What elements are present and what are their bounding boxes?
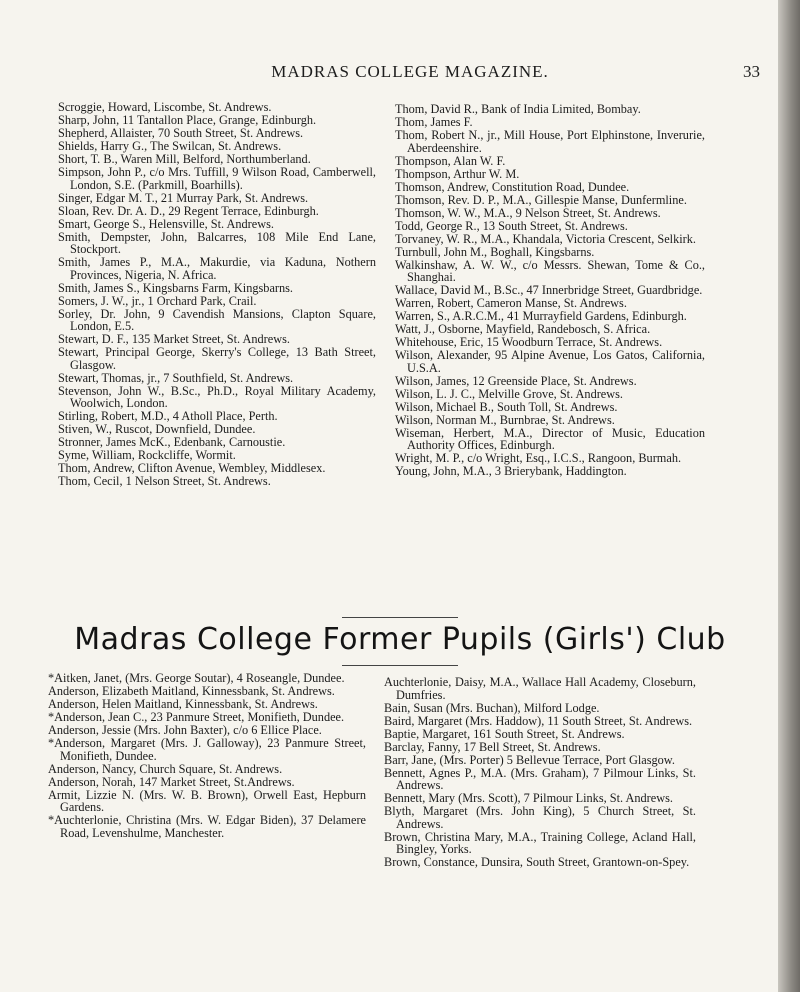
directory-entry: Thomson, Andrew, Constitution Road, Dundee.: [395, 179, 630, 194]
section-title: Madras College Former Pupils (Girls') Club: [74, 622, 726, 657]
directory-entry: Wilson, James, 12 Greenside Place, St. Andrews.: [395, 373, 637, 388]
magazine-title: MADRAS COLLEGE MAGAZINE.: [271, 62, 549, 81]
directory-entry: Stiven, W., Ruscot, Downfield, Dundee.: [58, 422, 256, 436]
directory-entry: Turnbull, John M., Boghall, Kingsbarns.: [395, 244, 595, 259]
column-upper-left: [58, 101, 376, 488]
directory-entry: Wilson, L. J. C., Melville Grove, St. Andrews.: [395, 386, 624, 401]
directory-entry: Wilson, Alexander, 95 Alpine Avenue, Los Gatos, California, U.S.A.: [395, 348, 705, 375]
directory-entry: Shepherd, Allaister, 70 South Street, St. Andrews.: [58, 126, 304, 140]
directory-entry: Simpson, John P., c/o Mrs. Tuffill, 9 Wilson Road, Camberwell, London, S.E. (Parkmill, Boarhills).: [58, 165, 376, 192]
directory-entry: Brown, Constance, Dunsira, South Street, Grantown-on-Spey.: [384, 855, 690, 869]
directory-entry: *Anderson, Jean C., 23 Panmure Street, Monifieth, Dundee.: [48, 710, 345, 724]
directory-entry: Stevenson, John W., B.Sc., Ph.D., Royal Military Academy, Woolwich, London.: [58, 383, 376, 410]
directory-entry: Syme, William, Rockcliffe, Wormit.: [58, 448, 236, 462]
directory-entry: *Anderson, Margaret (Mrs. J. Galloway), 23 Panmure Street, Monifieth, Dundee.: [48, 736, 366, 763]
directory-entry: Scroggie, Howard, Liscombe, St. Andrews.: [58, 100, 272, 114]
directory-entry: Whitehouse, Eric, 15 Woodburn Terrace, St. Andrews.: [395, 335, 663, 349]
directory-entry: Smith, James S., Kingsbarns Farm, Kingsbarns.: [58, 280, 294, 295]
directory-entry: Thompson, Alan W. F.: [395, 153, 506, 168]
directory-entry: Thomson, Rev. D. P., M.A., Gillespie Manse, Dunfermline.: [395, 192, 687, 207]
directory-entry: Stewart, D. F., 135 Market Street, St. Andrews.: [58, 332, 290, 346]
directory-entry: *Auchterlonie, Christina (Mrs. W. Edgar Biden), 37 Delamere Road, Levenshulme, Manchester.: [48, 813, 366, 840]
directory-entry: Anderson, Elizabeth Maitland, Kinnessbank, St. Andrews.: [48, 684, 335, 698]
directory-entry: Baptie, Margaret, 161 South Street, St. Andrews.: [384, 726, 625, 741]
directory-entry: Anderson, Norah, 147 Market Street, St.Andrews.: [48, 774, 295, 789]
directory-entry: Somers, J. W., jr., 1 Orchard Park, Crail.: [58, 293, 257, 308]
directory-entry: Wright, M. P., c/o Wright, Esq., I.C.S., Rangoon, Burmah.: [395, 451, 682, 465]
directory-entry: Stewart, Principal George, Skerry's College, 13 Bath Street, Glasgow.: [58, 345, 376, 372]
directory-entry: Smith, James P., M.A., Makurdie, via Kaduna, Nothern Provinces, Nigeria, N. Africa.: [58, 255, 376, 282]
directory-entry: Shields, Harry G., The Swilcan, St. Andrews.: [58, 139, 282, 153]
directory-entry: Blyth, Margaret (Mrs. John King), 5 Church Street, St. Andrews.: [384, 804, 696, 831]
directory-entry: Wiseman, Herbert, M.A., Director of Music, Education Authority Offices, Edinburgh.: [395, 425, 705, 452]
divider-rule-top: [342, 617, 458, 618]
directory-entry: Thom, James F.: [395, 115, 473, 129]
directory-entry: Torvaney, W. R., M.A., Khandala, Victoria Crescent, Selkirk.: [395, 231, 696, 246]
directory-entry: Stirling, Robert, M.D., 4 Atholl Place, Perth.: [58, 409, 278, 423]
directory-entry: Warren, Robert, Cameron Manse, St. Andrews.: [395, 296, 627, 310]
directory-entry: Sorley, Dr. John, 9 Cavendish Mansions, Clapton Square, London, E.5.: [58, 306, 376, 333]
directory-entry: *Aitken, Janet, (Mrs. George Soutar), 4 Roseangle, Dundee.: [48, 671, 345, 685]
directory-entry: Stewart, Thomas, jr., 7 Southfield, St. Andrews.: [58, 370, 294, 385]
directory-entry: Bennett, Mary (Mrs. Scott), 7 Pilmour Links, St. Andrews.: [384, 791, 673, 805]
directory-entry: Walkinshaw, A. W. W., c/o Messrs. Shewan, Tome & Co., Shanghai.: [395, 257, 705, 284]
directory-entry: Wilson, Michael B., South Toll, St. Andrews.: [395, 399, 618, 414]
directory-entry: Wilson, Norman M., Burnbrae, St. Andrews.: [395, 412, 615, 427]
directory-entry: Armit, Lizzie N. (Mrs. W. B. Brown), Orwell East, Hepburn Gardens.: [48, 787, 366, 814]
directory-entry: Thom, David R., Bank of India Limited, Bombay.: [395, 102, 641, 116]
directory-entry: Smith, Dempster, John, Balcarres, 108 Mile End Lane, Stockport.: [58, 229, 376, 256]
directory-entry: Thomson, W. W., M.A., 9 Nelson Street, St. Andrews.: [395, 205, 661, 220]
directory-entry: Short, T. B., Waren Mill, Belford, Northumberland.: [58, 152, 311, 166]
directory-entry: Anderson, Helen Maitland, Kinnessbank, St. Andrews.: [48, 697, 318, 711]
page-header: [60, 62, 760, 88]
directory-entry: Thom, Andrew, Clifton Avenue, Wembley, Middlesex.: [58, 461, 326, 475]
directory-entry: Bennett, Agnes P., M.A. (Mrs. Graham), 7 Pilmour Links, St. Andrews.: [384, 765, 696, 792]
directory-entry: Warren, S., A.R.C.M., 41 Murrayfield Gardens, Edinburgh.: [395, 309, 687, 323]
directory-entry: Smart, George S., Helensville, St. Andrews.: [58, 216, 274, 231]
directory-entry: Singer, Edgar M. T., 21 Murray Park, St. Andrews.: [58, 190, 309, 205]
directory-entry: Bain, Susan (Mrs. Buchan), Milford Lodge.: [384, 700, 600, 715]
directory-entry: Brown, Christina Mary, M.A., Training College, Acland Hall, Bingley, Yorks.: [384, 829, 696, 856]
divider-rule-bottom: [342, 665, 458, 666]
directory-entry: Sloan, Rev. Dr. A. D., 29 Regent Terrace, Edinburgh.: [58, 203, 319, 218]
directory-entry: Barclay, Fanny, 17 Bell Street, St. Andrews.: [384, 739, 601, 754]
directory-entry: Baird, Margaret (Mrs. Haddow), 11 South Street, St. Andrews.: [384, 713, 693, 728]
directory-entry: Barr, Jane, (Mrs. Porter) 5 Bellevue Terrace, Port Glasgow.: [384, 752, 675, 767]
directory-entry: Anderson, Nancy, Church Square, St. Andrews.: [48, 761, 283, 776]
directory-entry: Todd, George R., 13 South Street, St. Andrews.: [395, 218, 628, 233]
page-number: 33: [743, 62, 760, 81]
column-lower-left: [48, 672, 366, 840]
directory-entry: Thompson, Arthur W. M.: [395, 166, 520, 181]
directory-entry: Auchterlonie, Daisy, M.A., Wallace Hall Academy, Closeburn, Dumfries.: [384, 675, 696, 702]
directory-entry: Young, John, M.A., 3 Brierybank, Haddington.: [395, 464, 627, 478]
directory-entry: Thom, Robert N., jr., Mill House, Port Elphinstone, Inverurie, Aberdeenshire.: [395, 128, 705, 155]
directory-entry: Sharp, John, 11 Tantallon Place, Grange, Edinburgh.: [58, 113, 317, 127]
directory-entry: Thom, Cecil, 1 Nelson Street, St. Andrews.: [58, 474, 271, 488]
page-edge-shadow: [778, 0, 800, 992]
column-upper-right: [395, 103, 705, 478]
column-lower-right: [384, 676, 696, 869]
directory-entry: Stronner, James McK., Edenbank, Carnoustie.: [58, 435, 286, 449]
directory-entry: Wallace, David M., B.Sc., 47 Innerbridge Street, Guardbridge.: [395, 283, 703, 297]
directory-entry: Anderson, Jessie (Mrs. John Baxter), c/o 6 Ellice Place.: [48, 723, 322, 737]
directory-entry: Watt, J., Osborne, Mayfield, Randebosch, S. Africa.: [395, 322, 651, 336]
